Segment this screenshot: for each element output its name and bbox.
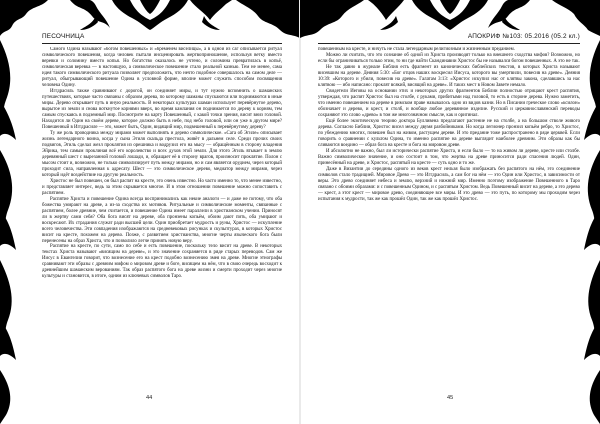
paragraph: Можно ли считать, что это сознание об одной из Христа производят только на внешнего сходства мифов? Возможно, но если бы ограничиваться только этим, то ни где найти Скандинавии Христос бы не назывался богом повешенных. А это не так. [318,52,580,64]
paragraph: И абсолютно не важно, был ли исторически распятие Христа, и если было — то на живом ли дереве, кресте или столбе. Важно символическое значение, и оно состоит в том, что жертва на древе приносится ради спасения людей. Один, принесённый на древе, и Христос, распятый на кресте — суть одно и то же. [318,148,580,166]
paragraph: Ещё более экзотическую теорию доктора Булливена предлагают растение не на столбе, а на большом стволе живого дерева. Согласно Библии, Христос висел между двумя разбойниками. Но когда легионер пронзил копьём ребро, то Христос, по убеждению многих, повешен был на живом, растущем дереве. И это предание тоже распространено в ряде церквей. Если говорить о сравнении с культом Одина, то именно распятие на дереве выглядит наиболее древним. Эти образы как бы сливаются воедино — образ бога на кресте и бога на мировом древе. [318,118,580,148]
paragraph: Свидетели Иеговы на основании этих и некоторых других фрагментов Библии полностью отрицают крест распятия, утверждая, что распят Христос был на столбе, с руками, прибитыми над головой, то есть в стороне дерева. Нужно заметить, что именно повешением на дереве в римском праве называлось одно из видов казни. Но в Писании греческое слово «ксилон» обозначает и дерево, и крест, и столб, и вообще любое деревянное изделие. Русский и церковнославянский переводы сохраняют это слово «древо» в том же многозначном смысле, как и оригинал. [318,88,580,118]
header-rule [318,43,580,44]
paragraph: Само́го Одина называют «богом повешенных» и «бременем виселицы», а в одной из саг описывается ритуал символического повешения, когда человек пытали инсценировать жертвоприношение, используя ветку вместо веревки и соломину вместо копья. Но богатство оказалось не учтено, и соломина превратилась в копьё, символическая веревка — в настоящую, а символическое повешение стало реальной казнью. Тем не менее, сама идея такого символического ритуала позволяет предположить, что нечто подобное совершалось на самом деле — ритуал, обыгрывающий повешение Одина в условной форме, вполне может служить способом посвящения человека Одину. [42,47,282,88]
paragraph: Не так давно в журнале Библия есть фрагмент из канонических библейских текстов, в которых Христа называют висевшим на дереве. Деяния 5:30: «Бог отцов наших воскресил Иисуса, которого вы умертвили, повесив на древе». Деяния 10:39: «Которого и убили, повесив на древе». Галатам 3:13: «Христос искупил нас от клятвы закона, сделавшись за нас клятвою — ибо написано: проклят всякий, висящий на древе». И таких мест в Новом Завете немало. [318,64,580,88]
right-margin-ornament-icon [578,40,600,424]
paragraph: Распятие на кресте, по сути, само по себе и есть повешение, поскольку тело висит на древе. В некоторых текстах Христа называют «висящим на дереве», и это значение сохраняется в ряде старых переводов. Сам же Иисус в Евангелии говорит, что вознесение его на крест подобно вознесению змея на древе. Многие этнографы сравнивают эти образы с древним мифом о мировом древе и боге, висящем на нём, что в свою очередь восходит к древнейшим шаманским верованиям. Так образ распятого бога на древе жизни и смерти проходит через многие культуры и становится, в итоге, одним из ключевых символов Таро. [42,244,282,280]
paragraph: Иггдрасиль также сравнивают с дорогой, он соединяет миры, и тут нужно вспомнить о шаманских путешествиях, которые часто связаны с образом дерева, по которому шаманы спускаются или поднимаются в иные миры. Дерево открывает путь в иную реальность. В некоторых культурах шаман использует перевёрнутое дерево, вырытое из земли и снова воткнутое корнями вверх, во время камлания он поднимается по дереву к корням, тем самым спускаясь в подземный мир. Посмотрите на карту Повешенный, с какой точки зрения, висит вниз головой. Находится ли Один на своём дереве, которое должно быть в небе, под небо головой, или он уже в другом мире? Повешенный в Иггдрасиле — это, может быть, Один, видящий мир, подвешенный к перевёрнутому дереву? [42,88,282,130]
body-text [318,47,580,387]
body-text [42,47,282,387]
left-margin-ornament-icon [0,40,22,424]
page-number: 44 [146,395,153,401]
right-page [300,0,600,424]
page-number: 45 [447,395,454,401]
paragraph: Распятие Христа и повешение Одина всегда воспринимались как некие аналоги — и даже не потому, что оба божества умирают на древе, а из-за сходства их мотивов. Ритуальные и символические моменты, связанные с распятием, более древние, чем считается, и повешение Одина имеет параллели в христианском учении. Приносят ли в жертву сами себя? Оба бога висят на дереве, оба пронзены копьём, обоим дают пить, оба умирают и воскресают. Их страдания служат ради высшей цели. Один приобретает мудрость и руны, Христос — искупление всего человечества. Эти совпадения изображаются на средневековых рисунках и скульптурах, в которых Христос висит на кресте, похожем на дерево. Позже, с развитием христианства, многие черты языческого бога были перенесены на образ Христа, что и позволило легче принять новую веру. [42,196,282,244]
paragraph: повешенным на кресте, и ничуть не стала легендарным религиозным и жизненным преданием. [318,47,515,52]
running-head: АПОКРИФ №103: 05.2016 (05.2 кл.) [467,33,580,40]
header-rule [42,43,282,44]
paragraph: Христос не был повешен, он был распят на кресте, это очень известно. Но часто именно то, что менее известно, и представляет интерес, ведь за этим скрывается многое. И в этом отношении повешение можно сопоставить с распятием. [42,178,282,196]
running-head: ПЕСОЧНИЦА [42,33,85,40]
paragraph: Даже в Византии до середины одного из веков крест нельзя было изображать без распятого на нём, это соединение символов стало традицией. Мировое Древо — это Иггдрасиль, а сам бог на нём — это Один или Христос, в зависимости от веры. Это древо соединяет небеса и землю, верхний и нижний мир. Именно поэтому изображение Повешенного в Таро связано с обоими образами: и с повешенным Одином, и с распятым Христом. Ведь Повешенный висит на дереве, а это дерево — крест, а этот крест — мировое древо, соединяющее все миры. И это древо — это путь, по которому мы проходим через испытания к мудрости, так же как прошёл Один, так же как прошёл Христос. [318,166,580,202]
paragraph: Ту же роль проводника между мирами может выполнять и дерево символическое. «Сага об Эгиле» описывает жизнь легендарного воина, когда у сына Эгиля скальда престола, живёт в дальнем селе. Среди прочих своих подвигов, Эгиль сделал жезл проклятия из орешника и водрузил его на мысу — обращённым в сторону владения Эйрика, тем самым проклиная всё его королевство и всех духов этой земли. Для этого Эгиль втыкает в землю деревянный шест с вырезанной головой лошади, и, обращает её в сторону врагов, произносит проклятие. Полон с мысом стоит и, возможно, не только символизирует путь между мирами, но и сам является орудием, через который проходит сила, направленная к адресату. Шест — это символическое дерево, медиатор между мирами, через который идёт воздействие на другую реальность. [42,130,282,178]
